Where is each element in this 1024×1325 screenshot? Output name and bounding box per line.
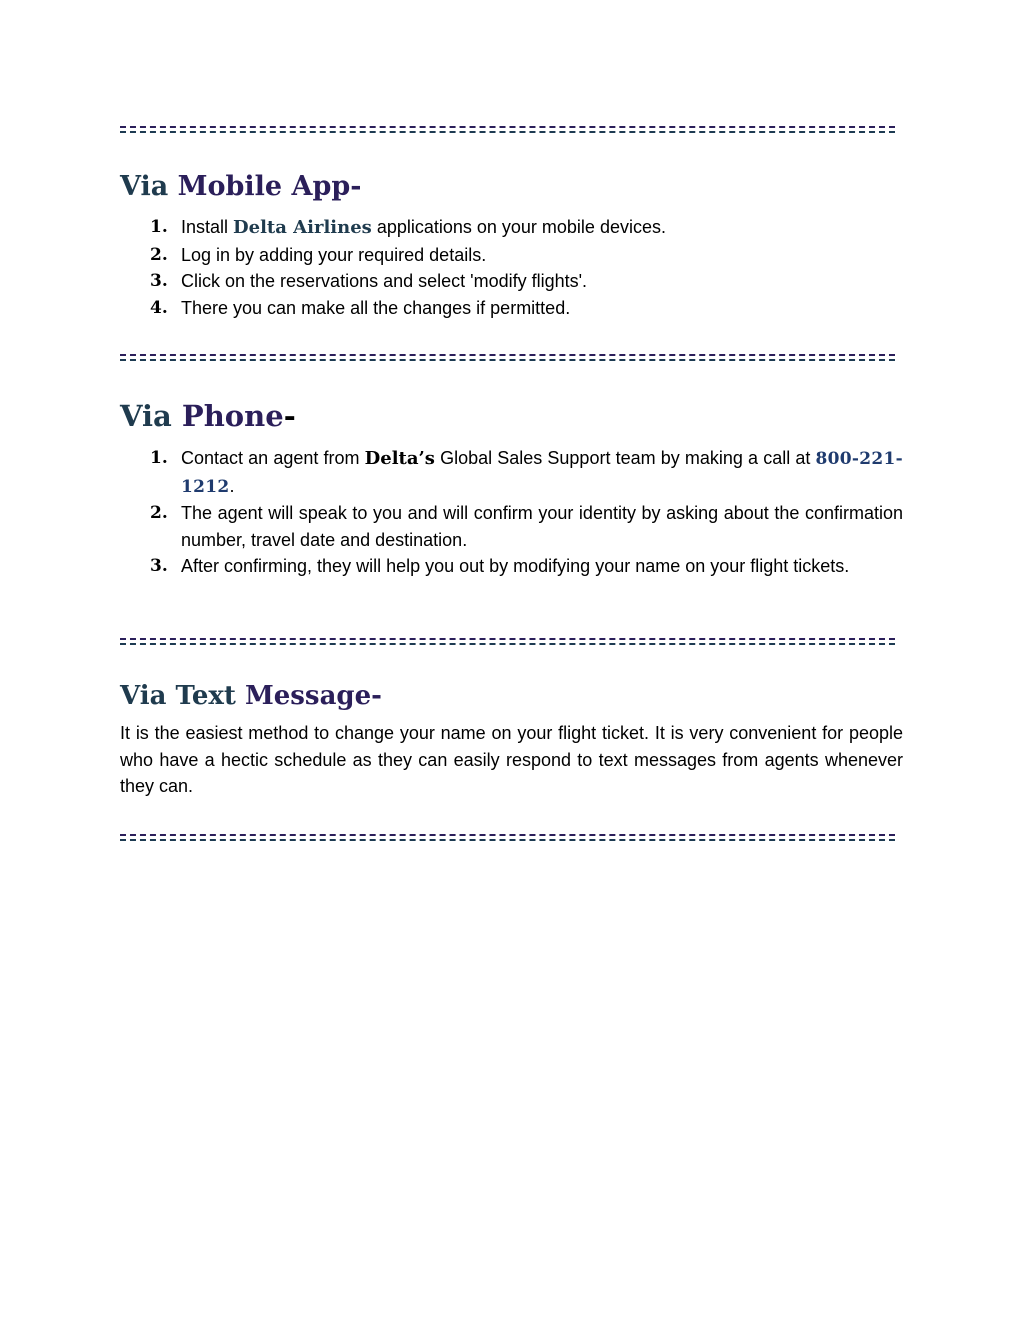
separator-line — [120, 834, 895, 846]
step-text: Install — [181, 217, 234, 237]
list-item — [120, 268, 903, 295]
step-text: There you can make all the changes if permitted. — [181, 297, 571, 318]
separator-line — [120, 638, 895, 650]
step-number: 1. — [150, 217, 168, 237]
list-item — [120, 242, 903, 269]
section-heading-phone — [120, 399, 296, 433]
brand-name: Delta Airlines — [233, 217, 372, 238]
heading-dash: - — [283, 399, 296, 433]
heading-dash: - — [350, 171, 362, 202]
step-text: Click on the reservations and select 'modify flights'. — [181, 271, 588, 292]
list-item — [120, 295, 903, 322]
list-item — [120, 214, 903, 242]
heading-main: Phone — [181, 399, 284, 433]
heading-main: Message — [244, 681, 372, 711]
mobile-app-steps — [120, 214, 903, 321]
list-item — [120, 500, 903, 553]
step-number: 2. — [150, 503, 168, 524]
phone-steps — [120, 445, 903, 580]
step-number: 1. — [150, 448, 168, 468]
list-item — [120, 553, 903, 580]
step-text: applications on your mobile devices. — [371, 217, 666, 237]
step-number: 4. — [150, 297, 168, 318]
step-number: 2. — [150, 244, 168, 265]
heading-prefix: Via — [120, 399, 182, 433]
separator-line — [120, 126, 895, 138]
heading-prefix: Via Text — [120, 681, 245, 711]
text-message-paragraph: It is the easiest method to change your name on your flight ticket. It is very convenient for people who have a hectic schedule as they can easily respond to text messages from agents whenever they can. — [120, 723, 903, 797]
step-text: After confirming, they will help you out by modifying your name on your flight tickets. — [181, 556, 850, 577]
step-number: 3. — [150, 556, 168, 577]
section-heading-text-message — [120, 679, 382, 713]
list-item — [120, 445, 903, 500]
step-text: . — [229, 475, 235, 496]
separator-line — [120, 354, 895, 366]
step-text: Global Sales Support team by making a call at — [434, 448, 816, 468]
heading-main: Mobile App — [177, 171, 351, 202]
step-text: The agent will speak to you and will confirm your identity by asking about the confirmation number, travel date and destination. — [181, 503, 903, 550]
heading-prefix: Via — [120, 171, 178, 202]
brand-name: Delta’s — [364, 448, 435, 469]
phone-number[interactable]: 800-221-1212 — [181, 449, 903, 497]
step-number: 3. — [150, 271, 168, 292]
step-text: Log in by adding your required details. — [181, 244, 487, 265]
step-text: Contact an agent from — [181, 448, 365, 468]
section-heading-mobile-app — [120, 170, 361, 204]
heading-dash: - — [371, 681, 382, 711]
